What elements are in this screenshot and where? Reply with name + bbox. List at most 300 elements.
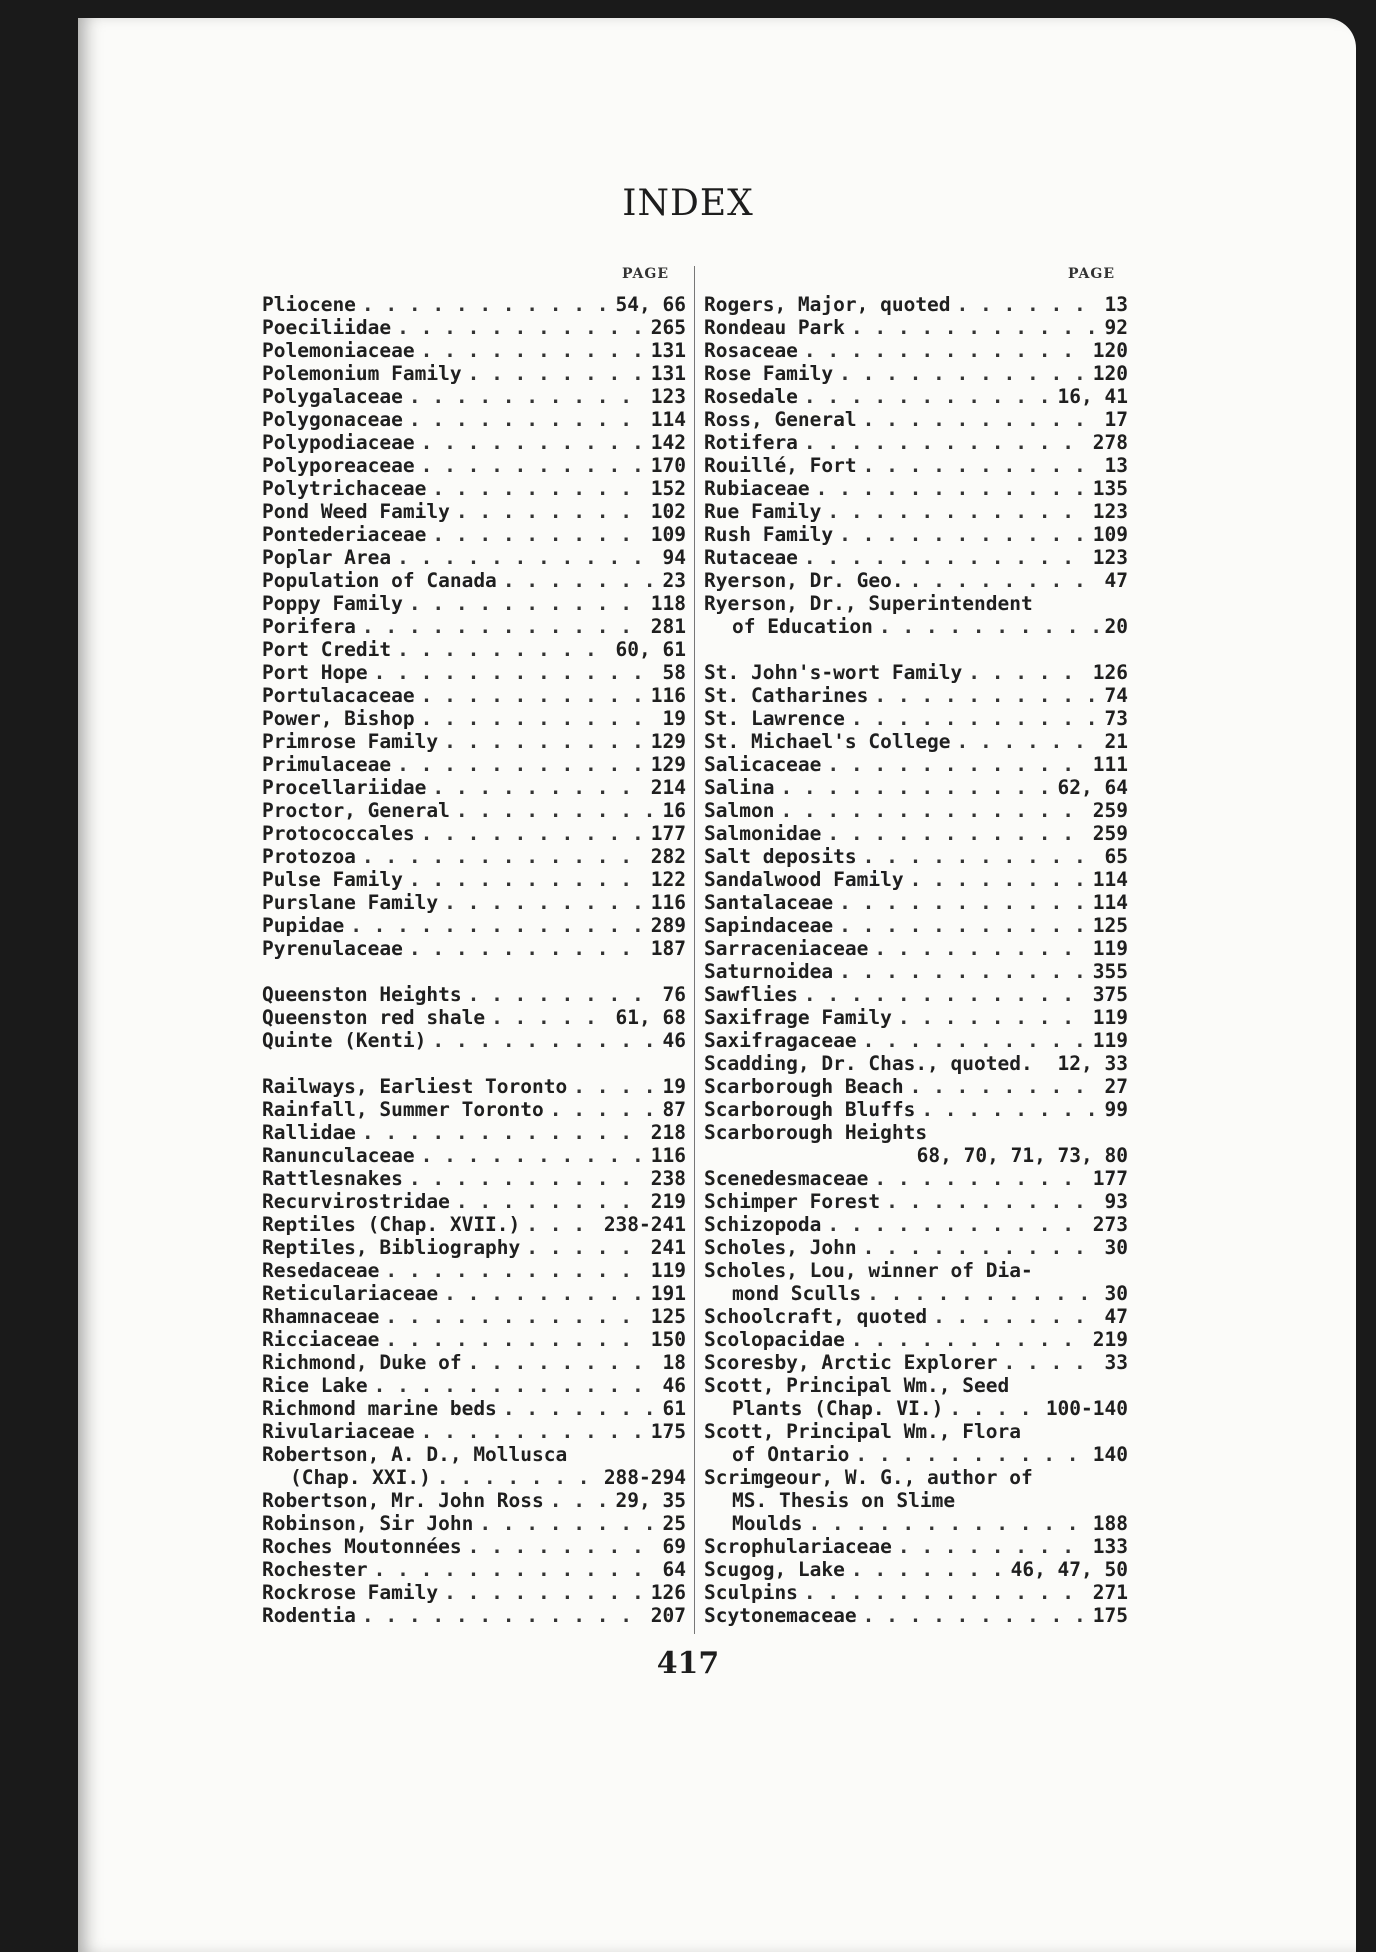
index-entry-name: Procellariidae: [262, 776, 427, 799]
index-entry-name: Salt deposits: [704, 845, 857, 868]
index-entry-pages: 177: [1092, 1167, 1128, 1190]
index-entry: [262, 638, 686, 661]
leader-dots: [910, 569, 1099, 592]
leader-dots: [851, 707, 1099, 730]
index-entry-name: Ricciaceae: [262, 1328, 380, 1351]
leader-dots: [444, 730, 645, 753]
index-entry-name: Pontederiaceae: [262, 523, 427, 546]
index-entry: [262, 845, 686, 868]
index-entry-pages: 94: [662, 546, 686, 569]
leader-dots: [437, 1466, 598, 1489]
index-entry: [262, 1443, 686, 1466]
leader-dots: [780, 776, 1051, 799]
index-entry: [262, 293, 686, 316]
index-entry-name: Rallidae: [262, 1121, 356, 1144]
index-entry-name: Saturnoidea: [704, 960, 834, 983]
index-entry: [262, 1328, 686, 1351]
index-entry-name: Rose Family: [704, 362, 834, 385]
index-entry: [262, 385, 686, 408]
index-entry-name: Queenston red shale: [262, 1006, 486, 1029]
index-entry-name: Rubiaceae: [704, 477, 810, 500]
index-entry-name: Ryerson, Dr. Geo.: [704, 569, 904, 592]
index-entry: [262, 362, 686, 385]
index-entry-name: Rouillé, Fort: [704, 454, 857, 477]
index-entry: [262, 1558, 686, 1581]
index-entry-name: Ranunculaceae: [262, 1144, 415, 1167]
index-entry-name: Primulaceae: [262, 753, 392, 776]
index-entry-pages: 65: [1104, 845, 1128, 868]
leader-dots: [526, 1236, 644, 1259]
leader-dots: [839, 914, 1087, 937]
index-entry: [704, 592, 1128, 615]
index-entry-name: (Chap. XXI.): [290, 1466, 431, 1489]
index-spacer: [262, 960, 686, 983]
leader-dots: [385, 1328, 644, 1351]
index-entry-pages: 238-241: [603, 1213, 686, 1236]
page-number: 417: [656, 1646, 720, 1681]
leader-dots: [863, 845, 1099, 868]
index-entry-pages: 135: [1092, 477, 1128, 500]
index-entry-pages: 27: [1104, 1075, 1128, 1098]
index-entry-name: Queenston Heights: [262, 983, 462, 1006]
index-entry: [704, 1581, 1128, 1604]
index-entry-name: Polyporeaceae: [262, 454, 415, 477]
index-entry-pages: 129: [650, 753, 686, 776]
index-entry: [704, 1098, 1128, 1121]
index-entry-pages: 281: [650, 615, 686, 638]
index-entry: [704, 983, 1128, 1006]
page-title: INDEX: [622, 183, 754, 224]
index-entry: [704, 753, 1128, 776]
index-entry-pages: 64: [662, 1558, 686, 1581]
index-entry: [704, 1443, 1128, 1466]
leader-dots: [898, 1006, 1087, 1029]
leader-dots: [468, 1535, 657, 1558]
leader-dots: [397, 638, 609, 661]
index-entry: [704, 730, 1128, 753]
index-entry-name: Poppy Family: [262, 592, 403, 615]
leader-dots: [827, 500, 1086, 523]
index-entry-pages: 120: [1092, 339, 1128, 362]
leader-dots: [957, 730, 1099, 753]
index-entry-name: Robinson, Sir John: [262, 1512, 474, 1535]
leader-dots: [385, 1259, 644, 1282]
leader-dots: [874, 684, 1098, 707]
column-divider: [694, 266, 695, 1634]
index-entry-name: Purslane Family: [262, 891, 439, 914]
index-entry: [262, 316, 686, 339]
leader-dots: [804, 546, 1087, 569]
index-entry: [262, 1420, 686, 1443]
index-entry-pages: 29, 35: [615, 1489, 686, 1512]
leader-dots: [921, 1098, 1098, 1121]
leader-dots: [432, 523, 644, 546]
index-entry: [704, 339, 1128, 362]
index-entry: [262, 546, 686, 569]
leader-dots: [804, 1581, 1087, 1604]
leader-dots: [863, 1029, 1087, 1052]
index-entry-name: Rosaceae: [704, 339, 798, 362]
leader-dots: [863, 454, 1099, 477]
index-entry-pages: 114: [1092, 868, 1128, 891]
index-entry-name: Ross, General: [704, 408, 857, 431]
index-entry-pages: 219: [650, 1190, 686, 1213]
index-entry-name: St. Lawrence: [704, 707, 845, 730]
index-entry-name: of Ontario: [732, 1443, 850, 1466]
leader-dots: [421, 431, 645, 454]
index-entry-name: Richmond, Duke of: [262, 1351, 462, 1374]
page-column-header-right: PAGE: [1068, 266, 1115, 282]
leader-dots: [839, 523, 1087, 546]
index-entry-pages: 218: [650, 1121, 686, 1144]
index-entry: [704, 1144, 1128, 1167]
index-entry-pages: 119: [1092, 1006, 1128, 1029]
index-entry: [262, 1259, 686, 1282]
index-entry-pages: 68, 70, 71, 73, 80: [916, 1144, 1128, 1167]
index-entry-pages: 119: [1092, 1029, 1128, 1052]
index-entry: [704, 1305, 1128, 1328]
leader-dots: [867, 1282, 1098, 1305]
index-entry-pages: 278: [1092, 431, 1128, 454]
index-entry: [262, 1374, 686, 1397]
index-entry-pages: 109: [1092, 523, 1128, 546]
leader-dots: [839, 362, 1087, 385]
index-entry-name: Scholes, Lou, winner of Dia-: [704, 1259, 1033, 1282]
index-entry: [704, 293, 1128, 316]
index-entry-pages: 375: [1092, 983, 1128, 1006]
index-entry-name: Rue Family: [704, 500, 822, 523]
index-entry-name: Robertson, Mr. John Ross: [262, 1489, 544, 1512]
index-entry-name: Rutaceae: [704, 546, 798, 569]
index-entry-pages: 61, 68: [615, 1006, 686, 1029]
index-entry: [262, 1282, 686, 1305]
index-entry-pages: 114: [650, 408, 686, 431]
index-entry-pages: 133: [1092, 1535, 1128, 1558]
index-entry-name: Rockrose Family: [262, 1581, 439, 1604]
index-entry-name: Pliocene: [262, 293, 356, 316]
index-entry: [704, 937, 1128, 960]
leader-dots: [910, 1075, 1099, 1098]
index-entry: [704, 477, 1128, 500]
index-entry-pages: 259: [1092, 822, 1128, 845]
index-entry: [704, 316, 1128, 339]
index-entry-name: Polytrichaceae: [262, 477, 427, 500]
index-entry-pages: 76: [662, 983, 686, 1006]
index-entry: [704, 684, 1128, 707]
index-entry: [262, 1466, 686, 1489]
leader-dots: [444, 891, 645, 914]
index-entry-pages: 46, 47, 50: [1010, 1558, 1128, 1581]
index-entry: [262, 1144, 686, 1167]
leader-dots: [827, 753, 1086, 776]
index-entry-pages: 93: [1104, 1190, 1128, 1213]
index-entry-name: Rivulariaceae: [262, 1420, 415, 1443]
index-entry-name: Rondeau Park: [704, 316, 845, 339]
leader-dots: [409, 592, 645, 615]
index-entry-pages: 271: [1092, 1581, 1128, 1604]
index-entry-pages: 177: [650, 822, 686, 845]
index-entry: [704, 546, 1128, 569]
index-entry: [704, 1558, 1128, 1581]
index-entry: [704, 454, 1128, 477]
index-entry-pages: 122: [650, 868, 686, 891]
index-entry-name: of Education: [732, 615, 873, 638]
index-entry: [262, 1167, 686, 1190]
index-entry: [262, 1190, 686, 1213]
index-entry-pages: 33: [1104, 1351, 1128, 1374]
index-entry: [262, 1075, 686, 1098]
leader-dots: [350, 914, 645, 937]
index-entry-name: Reptiles (Chap. XVII.): [262, 1213, 521, 1236]
index-entry: [704, 1489, 1128, 1512]
index-entry: [262, 1397, 686, 1420]
index-entry-pages: 142: [650, 431, 686, 454]
leader-dots: [863, 1604, 1087, 1627]
leader-dots: [839, 891, 1087, 914]
index-entry-name: St. Catharines: [704, 684, 869, 707]
index-entry: [704, 523, 1128, 546]
leader-dots: [432, 477, 644, 500]
leader-dots: [804, 431, 1087, 454]
index-entry: [704, 1374, 1128, 1397]
index-entry: [704, 960, 1128, 983]
index-entry: [704, 845, 1128, 868]
index-entry-pages: 129: [650, 730, 686, 753]
leader-dots: [421, 707, 657, 730]
index-entry-pages: 111: [1092, 753, 1128, 776]
leader-dots: [573, 1075, 656, 1098]
leader-dots: [421, 684, 645, 707]
index-entry-name: Quinte (Kenti): [262, 1029, 427, 1052]
index-entry-pages: 20: [1104, 615, 1128, 638]
index-entry: [262, 1512, 686, 1535]
index-entry-name: Scott, Principal Wm., Flora: [704, 1420, 1021, 1443]
index-entry-pages: 17: [1104, 408, 1128, 431]
index-entry-name: Scoresby, Arctic Explorer: [704, 1351, 998, 1374]
index-entry: [704, 799, 1128, 822]
leader-dots: [374, 1374, 657, 1397]
leader-dots: [526, 1213, 598, 1236]
leader-dots: [456, 500, 645, 523]
index-entry-name: Rotifera: [704, 431, 798, 454]
index-entry: [262, 914, 686, 937]
index-entry-pages: 54, 66: [615, 293, 686, 316]
index-entry-pages: 46: [662, 1374, 686, 1397]
index-entry-pages: 123: [650, 385, 686, 408]
index-entry: [704, 1328, 1128, 1351]
index-entry-name: Sculpins: [704, 1581, 798, 1604]
index-entry-name: Rhamnaceae: [262, 1305, 380, 1328]
index-entry: [262, 799, 686, 822]
index-entry-name: Rosedale: [704, 385, 798, 408]
index-entry-pages: 30: [1104, 1236, 1128, 1259]
index-entry: [262, 661, 686, 684]
index-entry-pages: 265: [650, 316, 686, 339]
leader-dots: [1004, 1351, 1099, 1374]
index-entry: [262, 776, 686, 799]
index-entry-name: Sapindaceae: [704, 914, 834, 937]
leader-dots: [968, 661, 1086, 684]
index-entry-name: Sandalwood Family: [704, 868, 904, 891]
index-entry-name: Scarborough Heights: [704, 1121, 928, 1144]
index-entry-pages: 288-294: [603, 1466, 686, 1489]
index-entry-pages: 207: [650, 1604, 686, 1627]
index-entry-name: St. John's-wort Family: [704, 661, 963, 684]
index-entry: [704, 1075, 1128, 1098]
index-entry: [262, 822, 686, 845]
index-entry: [704, 707, 1128, 730]
index-entry: [704, 569, 1128, 592]
leader-dots: [816, 477, 1087, 500]
index-entry-name: Salmon: [704, 799, 775, 822]
index-entry-pages: 92: [1104, 316, 1128, 339]
leader-dots: [550, 1098, 657, 1121]
leader-dots: [780, 799, 1086, 822]
index-entry-pages: 140: [1092, 1443, 1128, 1466]
index-entry-pages: 118: [650, 592, 686, 615]
index-entry-name: Rodentia: [262, 1604, 356, 1627]
index-entry-pages: 13: [1104, 293, 1128, 316]
index-entry-name: Scholes, John: [704, 1236, 857, 1259]
index-entry-pages: 125: [1092, 914, 1128, 937]
leader-dots: [444, 1282, 645, 1305]
index-entry: [704, 1213, 1128, 1236]
index-entry-pages: 187: [650, 937, 686, 960]
leader-dots: [362, 293, 610, 316]
index-entry-name: Schizopoda: [704, 1213, 822, 1236]
leader-dots: [827, 1213, 1086, 1236]
index-entry-pages: 355: [1092, 960, 1128, 983]
index-entry: [262, 1098, 686, 1121]
index-entry: [262, 592, 686, 615]
index-entry-name: Salina: [704, 776, 775, 799]
index-entry-pages: 116: [650, 684, 686, 707]
leader-dots: [362, 615, 645, 638]
leader-dots: [957, 293, 1099, 316]
index-entry-name: Polemonium Family: [262, 362, 462, 385]
index-entry-pages: 69: [662, 1535, 686, 1558]
index-entry-pages: 241: [650, 1236, 686, 1259]
leader-dots: [863, 1236, 1099, 1259]
index-entry-name: Railways, Earliest Toronto: [262, 1075, 568, 1098]
leader-dots: [468, 983, 657, 1006]
index-entry-name: Ryerson, Dr., Superintendent: [704, 592, 1033, 615]
index-entry: [262, 569, 686, 592]
index-entry-name: Power, Bishop: [262, 707, 415, 730]
index-entry: [704, 385, 1128, 408]
leader-dots: [468, 1351, 657, 1374]
index-entry: [262, 1351, 686, 1374]
index-spacer: [262, 1052, 686, 1075]
leader-dots: [491, 1006, 609, 1029]
leader-dots: [879, 615, 1099, 638]
leader-dots: [851, 1328, 1087, 1351]
leader-dots: [839, 960, 1087, 983]
index-entry: [262, 1029, 686, 1052]
index-entry: [262, 753, 686, 776]
index-entry-pages: 47: [1104, 569, 1128, 592]
index-entry-name: Scrophulariaceae: [704, 1535, 892, 1558]
index-entry-pages: 100-140: [1045, 1397, 1128, 1420]
index-entry-pages: 62, 64: [1057, 776, 1128, 799]
leader-dots: [898, 1535, 1087, 1558]
index-entry: [262, 523, 686, 546]
index-entry-name: Port Credit: [262, 638, 392, 661]
index-entry-pages: 102: [650, 500, 686, 523]
leader-dots: [550, 1489, 610, 1512]
index-entry-name: St. Michael's College: [704, 730, 951, 753]
index-entry-pages: 170: [650, 454, 686, 477]
index-entry: [704, 1006, 1128, 1029]
leader-dots: [886, 1190, 1098, 1213]
index-entry-pages: 116: [650, 1144, 686, 1167]
index-entry-name: Polemoniaceae: [262, 339, 415, 362]
index-entry-name: Recurvirostridae: [262, 1190, 450, 1213]
index-entry-name: Scolopacidae: [704, 1328, 845, 1351]
index-entry-pages: 131: [650, 362, 686, 385]
leader-dots: [863, 408, 1099, 431]
index-entry: [262, 891, 686, 914]
index-entry-pages: 61: [662, 1397, 686, 1420]
index-entry-pages: 60, 61: [615, 638, 686, 661]
index-entry-pages: 259: [1092, 799, 1128, 822]
index-entry: [704, 1282, 1128, 1305]
index-entry-name: Scarborough Bluffs: [704, 1098, 916, 1121]
index-entry-pages: 123: [1092, 500, 1128, 523]
index-entry-pages: 46: [662, 1029, 686, 1052]
index-entry-name: Scadding, Dr. Chas., quoted.: [704, 1052, 1033, 1075]
index-entry: [704, 1420, 1128, 1443]
index-entry-name: Pond Weed Family: [262, 500, 450, 523]
index-entry: [262, 408, 686, 431]
index-entry-name: Poeciliidae: [262, 316, 392, 339]
index-entry-name: Saxifrage Family: [704, 1006, 892, 1029]
leader-dots: [421, 1144, 645, 1167]
index-entry-name: Rogers, Major, quoted: [704, 293, 951, 316]
leader-dots: [933, 1305, 1098, 1328]
index-entry: [704, 1604, 1128, 1627]
index-entry: [262, 730, 686, 753]
index-entry-pages: 16: [662, 799, 686, 822]
index-entry: [704, 1466, 1128, 1489]
index-entry-name: Polypodiaceae: [262, 431, 415, 454]
index-entry-name: Reptiles, Bibliography: [262, 1236, 521, 1259]
leader-dots: [432, 776, 644, 799]
index-entry-name: Population of Canada: [262, 569, 497, 592]
leader-dots: [362, 845, 645, 868]
index-entry-pages: 30: [1104, 1282, 1128, 1305]
index-entry: [262, 339, 686, 362]
index-entry-pages: 13: [1104, 454, 1128, 477]
index-entry-name: Portulacaceae: [262, 684, 415, 707]
leader-dots: [362, 1121, 645, 1144]
index-entry-name: Salicaceae: [704, 753, 822, 776]
leader-dots: [362, 1604, 645, 1627]
index-entry-pages: 175: [1092, 1604, 1128, 1627]
index-entry-name: Rice Lake: [262, 1374, 368, 1397]
index-entry-pages: 131: [650, 339, 686, 362]
index-entry-name: Saxifragaceae: [704, 1029, 857, 1052]
leader-dots: [385, 1305, 644, 1328]
index-entry-name: Roches Moutonnées: [262, 1535, 462, 1558]
index-entry-pages: 19: [662, 707, 686, 730]
index-entry: [704, 868, 1128, 891]
index-entry: [704, 822, 1128, 845]
index-entry-name: Santalaceae: [704, 891, 834, 914]
leader-dots: [804, 339, 1087, 362]
leader-dots: [421, 1420, 645, 1443]
leader-dots: [444, 1581, 645, 1604]
